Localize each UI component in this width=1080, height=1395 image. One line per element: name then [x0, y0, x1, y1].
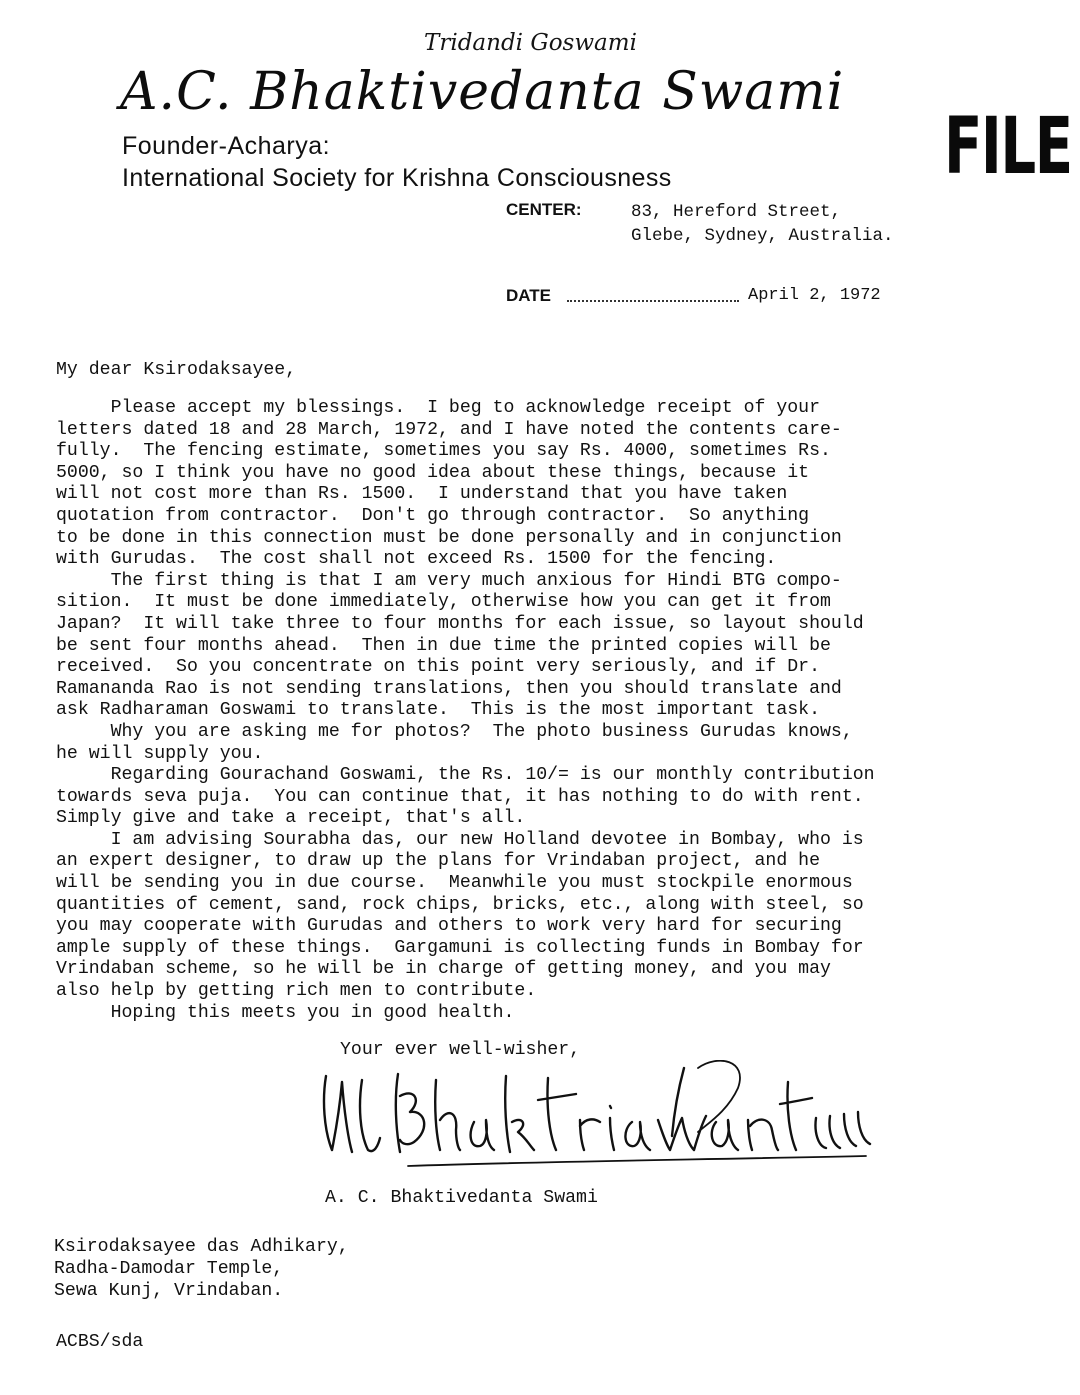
- body-line: received. So you concentrate on this point very seriously, and if Dr.: [56, 657, 820, 678]
- body-line: sition. It must be done immediately, otherwise how you can get it from: [56, 592, 831, 613]
- body-line: ask Radharaman Goswami to translate. This is the most important task.: [56, 700, 820, 721]
- letter-body: [56, 398, 1046, 1024]
- body-line: Ramananda Rao is not sending translations, then you should translate and: [56, 678, 842, 699]
- body-line: he will supply you.: [56, 743, 264, 764]
- body-line: Vrindaban scheme, so he will be in charge of getting money, and you may: [56, 959, 831, 980]
- date-dotted-line: [567, 300, 739, 302]
- recipient-line: Radha-Damodar Temple,: [54, 1259, 284, 1279]
- body-line: with Gurudas. The cost shall not exceed Rs. 1500 for the fencing.: [56, 549, 777, 570]
- body-line: Regarding Gourachand Goswami, the Rs. 10/= is our monthly contribution: [56, 765, 875, 786]
- body-line: towards seva puja. You can continue that, it has nothing to do with rent.: [56, 786, 864, 807]
- body-line: to be done in this connection must be done personally and in conjunction: [56, 527, 842, 548]
- body-line: you may cooperate with Gurudas and others to work very hard for securing: [56, 916, 842, 937]
- file-stamp: FILE: [944, 102, 1072, 192]
- body-line: ample supply of these things. Gargamuni is collecting funds in Bombay for: [56, 937, 864, 958]
- center-address-line-1: 83, Hereford Street,: [631, 202, 842, 222]
- center-address-line-2: Glebe, Sydney, Australia.: [631, 226, 894, 246]
- letterhead-society: International Society for Krishna Consciousness: [122, 164, 672, 192]
- body-line: be sent four months ahead. Then in due time the printed copies will be: [56, 635, 831, 656]
- body-line: letters dated 18 and 28 March, 1972, and I have noted the contents care-: [56, 419, 842, 440]
- handwritten-signature: [318, 1060, 878, 1170]
- body-line: Please accept my blessings. I beg to acknowledge receipt of your: [56, 398, 820, 418]
- letterhead-founder: Founder-Acharya:: [122, 132, 331, 160]
- letterhead-title-line: Tridandi Goswami: [424, 30, 637, 56]
- body-line: quotation from contractor. Don't go through contractor. So anything: [56, 505, 810, 526]
- reference-initials: ACBS/sda: [56, 1332, 144, 1352]
- body-line: 5000, so I think you have no good idea about these things, because it: [56, 462, 810, 483]
- signed-name: A. C. Bhaktivedanta Swami: [325, 1188, 598, 1208]
- body-line: an expert designer, to draw up the plans for Vrindaban project, and he: [56, 851, 820, 872]
- body-line: I am advising Sourabha das, our new Holland devotee in Bombay, who is: [56, 829, 864, 850]
- date-label: DATE: [506, 286, 552, 305]
- body-line: fully. The fencing estimate, sometimes you say Rs. 4000, sometimes Rs.: [56, 441, 831, 462]
- date-value: April 2, 1972: [748, 286, 881, 305]
- body-line: will not cost more than Rs. 1500. I understand that you have taken: [56, 484, 788, 505]
- salutation: My dear Ksirodaksayee,: [56, 360, 297, 380]
- body-line: Simply give and take a receipt, that's all.: [56, 808, 526, 829]
- body-line: The first thing is that I am very much anxious for Hindi BTG compo-: [56, 570, 842, 591]
- center-label: CENTER:: [506, 200, 582, 219]
- recipient-address: [54, 1236, 349, 1302]
- letterhead-name: A.C. Bhaktivedanta Swami: [120, 62, 845, 122]
- body-line: Hoping this meets you in good health.: [56, 1002, 515, 1023]
- body-line: quantities of cement, sand, rock chips, bricks, etc., along with steel, so: [56, 894, 864, 915]
- body-line: also help by getting rich men to contribute.: [56, 981, 537, 1002]
- body-line: will be sending you in due course. Meanwhile you must stockpile enormous: [56, 873, 853, 894]
- closing: Your ever well-wisher,: [340, 1040, 581, 1060]
- body-line: Why you are asking me for photos? The photo business Gurudas knows,: [56, 721, 853, 742]
- recipient-line: Sewa Kunj, Vrindaban.: [54, 1281, 284, 1301]
- recipient-line: Ksirodaksayee das Adhikary,: [54, 1237, 349, 1257]
- body-line: Japan? It will take three to four months for each issue, so layout should: [56, 613, 864, 634]
